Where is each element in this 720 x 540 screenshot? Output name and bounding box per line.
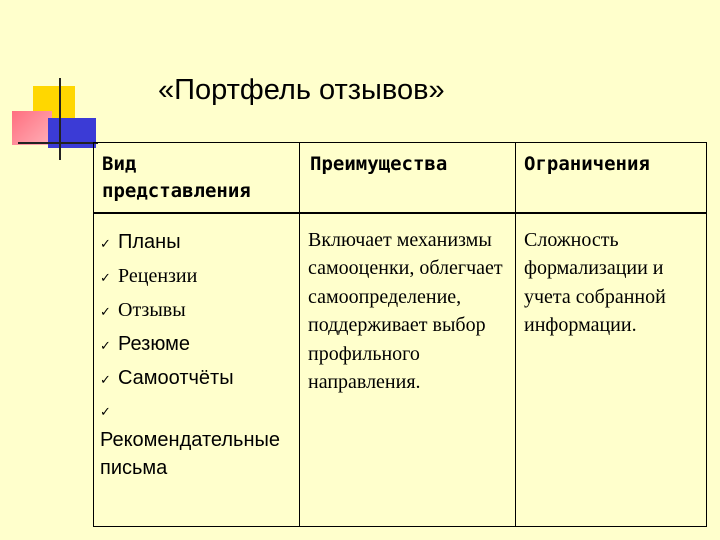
- check-icon: ✓: [100, 337, 111, 353]
- table-header-row: [94, 143, 707, 213]
- table-body-row: [94, 213, 707, 527]
- header-cell-limitations: [516, 143, 707, 213]
- list-item-label: Рецензии: [118, 264, 198, 287]
- advantages-text: Включает механизмы самооценки, облегчает самоопределение, поддерживает выбор профильного направления.: [308, 228, 503, 393]
- cell-limitations: [516, 213, 707, 527]
- cell-types-list: [94, 213, 300, 527]
- list-item: [100, 260, 299, 294]
- header-limitations-label: Ограничения: [524, 153, 650, 175]
- header-cell-advantages: [300, 143, 516, 213]
- list-item: [100, 328, 299, 362]
- decor-vertical-line: [59, 78, 61, 160]
- decor-red-square: [12, 111, 52, 145]
- header-type-label: Вид представления: [102, 153, 251, 202]
- list-item: [100, 226, 299, 260]
- header-advantages-label: Преимущества: [310, 153, 448, 175]
- list-item-label: Рекомендательные письма: [100, 428, 280, 479]
- list-item-label: Планы: [118, 230, 181, 253]
- slide-title: «Портфель отзывов»: [158, 74, 445, 106]
- limitations-text: Сложность формализации и учета собранной информации.: [524, 228, 666, 336]
- header-cell-type: [94, 143, 300, 213]
- list-item: [100, 396, 295, 482]
- check-icon: ✓: [100, 269, 111, 285]
- types-list: [94, 214, 299, 482]
- list-item-label: Самоотчёты: [118, 366, 234, 389]
- list-item-label: Резюме: [118, 332, 190, 355]
- comparison-table: [93, 142, 707, 527]
- list-item: [100, 362, 299, 396]
- check-icon: ✓: [100, 303, 111, 319]
- list-item-label: Отзывы: [118, 298, 186, 321]
- cell-advantages: [300, 213, 516, 527]
- check-icon: ✓: [100, 235, 111, 251]
- check-icon: ✓: [100, 403, 111, 419]
- check-icon: ✓: [100, 371, 111, 387]
- decor-horizontal-line: [18, 142, 98, 144]
- list-item: [100, 294, 299, 328]
